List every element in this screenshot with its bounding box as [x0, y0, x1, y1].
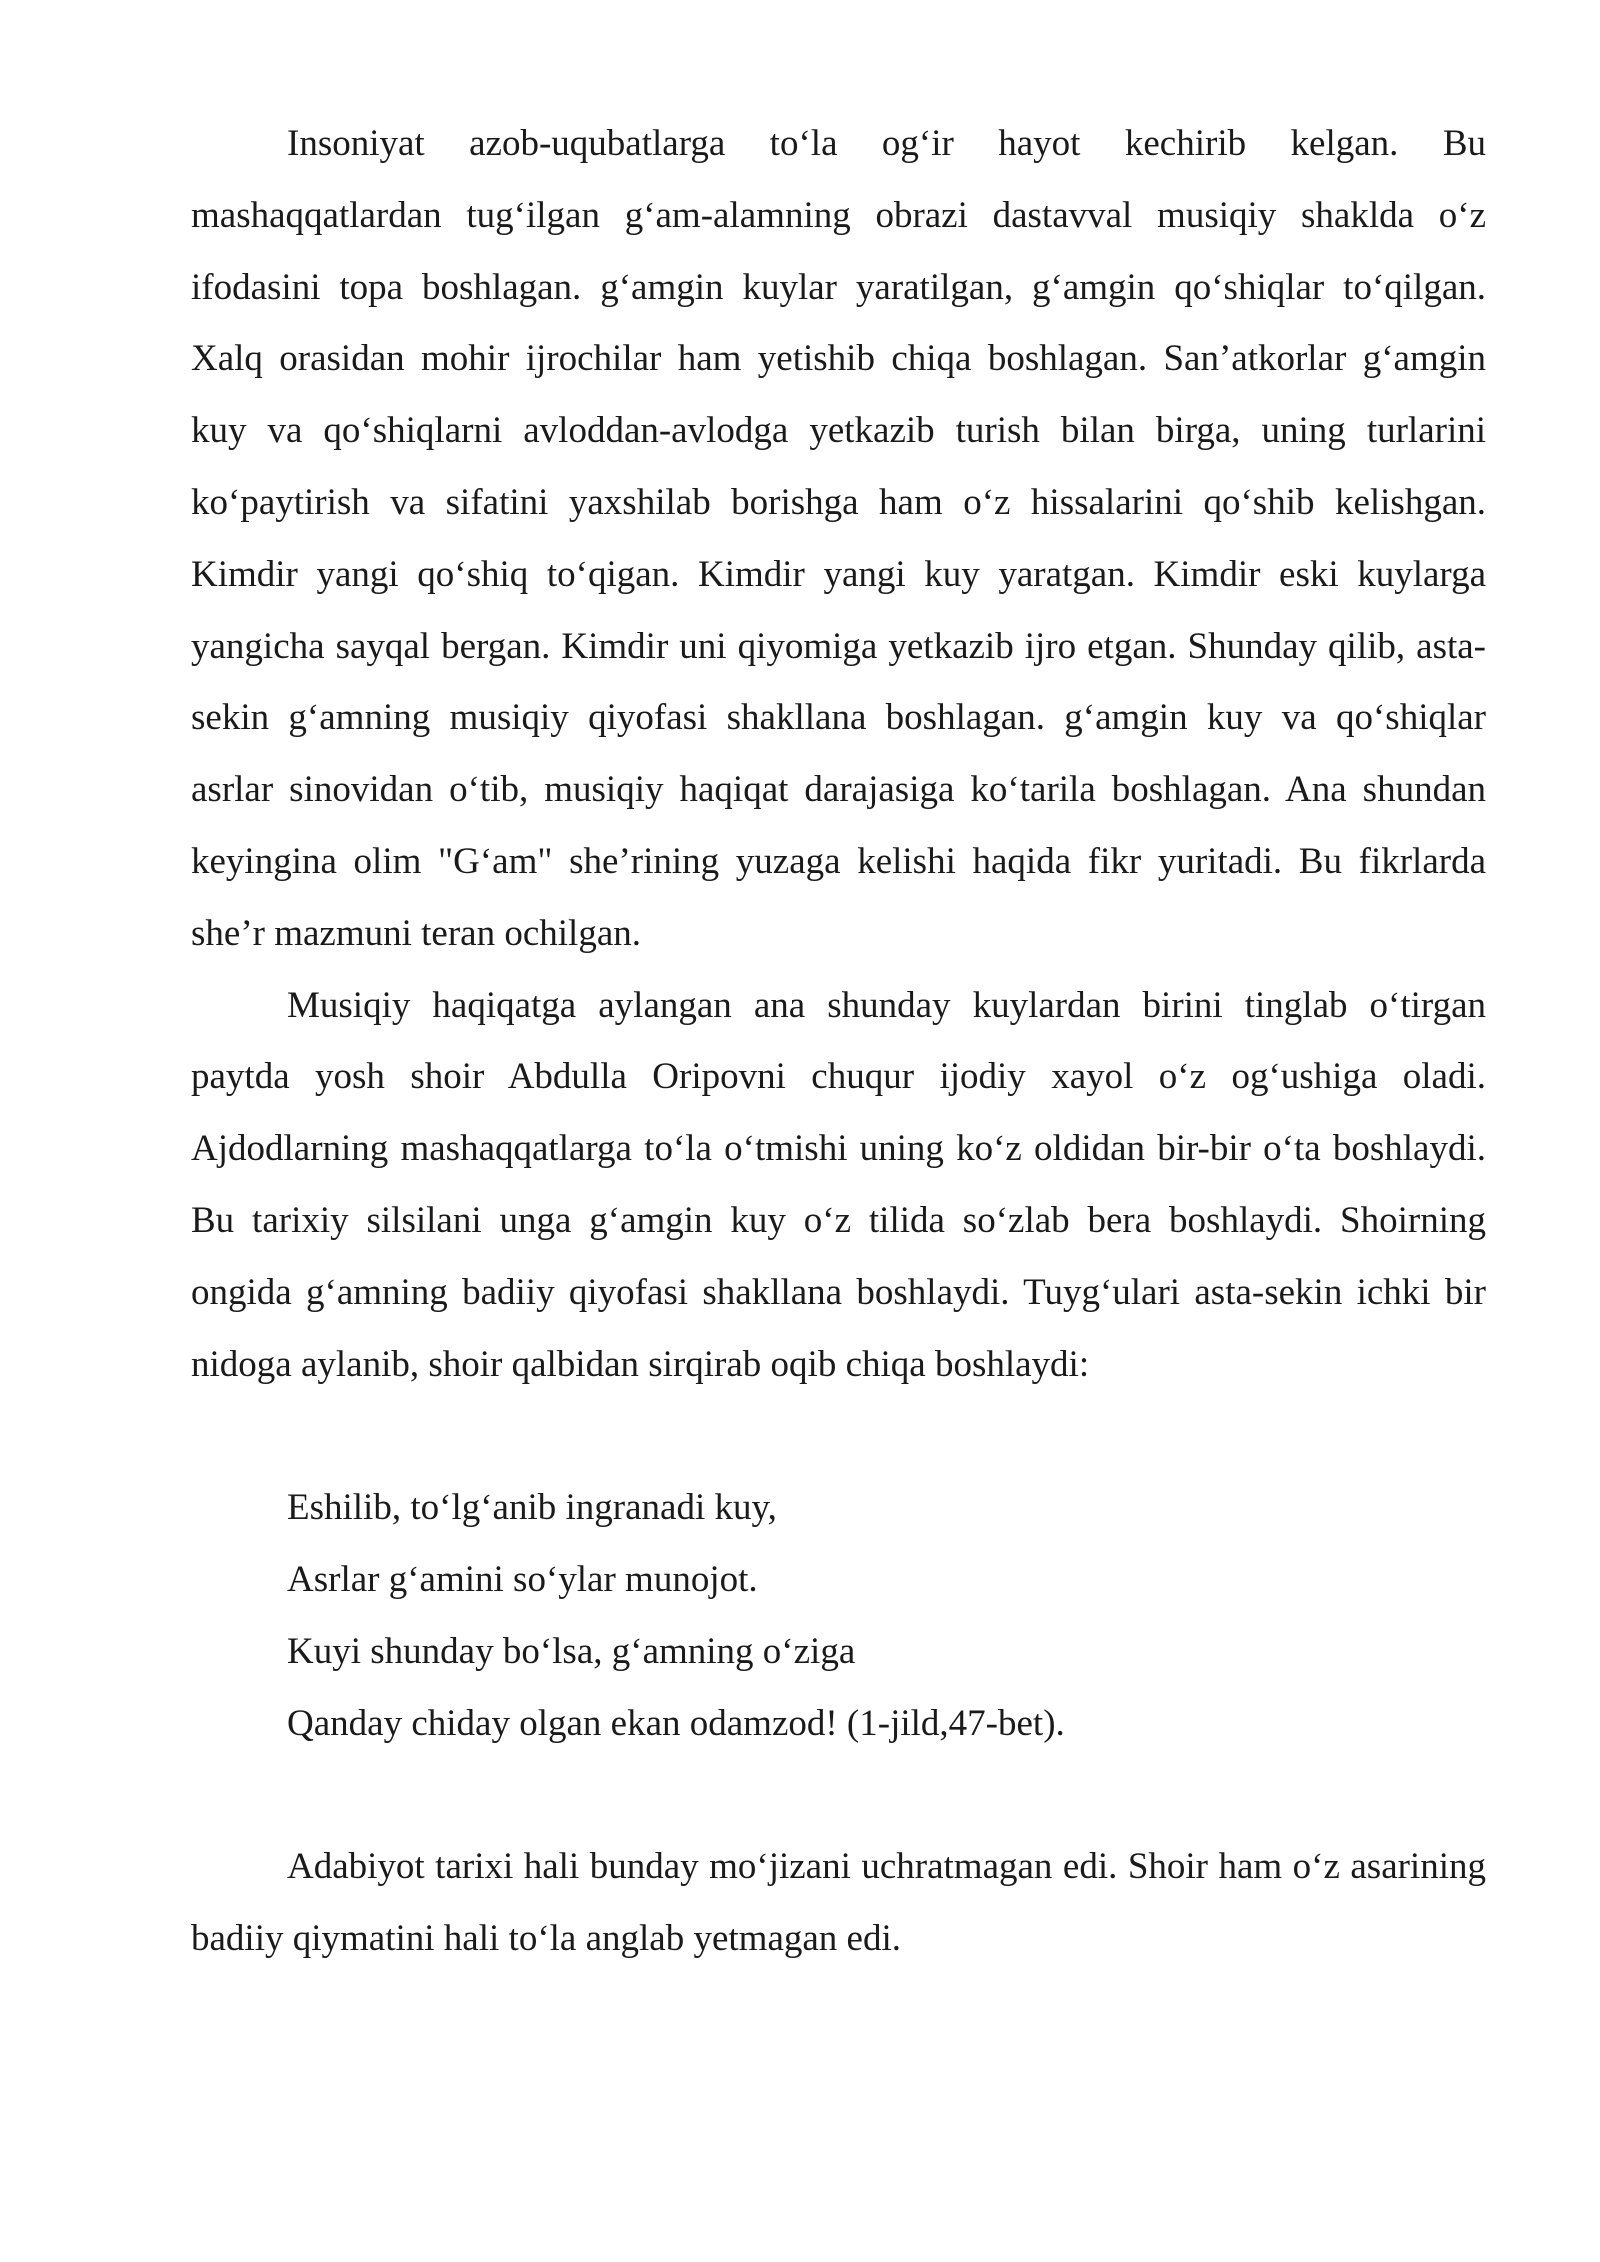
poem-line-3: Kuyi shunday bo‘lsa, g‘amning o‘ziga	[287, 1630, 856, 1672]
paragraph-3: Adabiyot tarixi hali bunday mo‘jizani uchratmagan edi. Shoir ham o‘z asarining badiiy qiymatini hali to‘la anglab yetmagan edi.	[191, 1846, 1486, 1959]
poem-line-2: Asrlar g‘amini so‘ylar munojot.	[287, 1558, 758, 1600]
paragraph-2: Musiqiy haqiqatga aylangan ana shunday kuylardan birini tinglab o‘tirgan paytda yosh shoir Abdulla Oripovni chuqur ijodiy xayol o‘z og‘ushiga oladi. Ajdodlarning mashaqqatlarga to‘la o‘tmishi uning ko‘z oldidan bir-bir o‘ta boshlaydi. Bu tarixiy silsilani unga g‘amgin kuy o‘z tilida so‘zlab bera boshlaydi. Shoirning ongida g‘amning badiiy qiyofasi shakllana boshlaydi. Tuyg‘ulari asta-sekin ichki bir nidoga aylanib, shoir qalbidan sirqirab oqib chiqa boshlaydi:	[191, 984, 1486, 1385]
spacer	[191, 1759, 1486, 1831]
paragraph-1: Insoniyat azob-uqubatlarga to‘la og‘ir hayot kechirib kelgan. Bu mashaqqatlardan tug‘ilgan g‘am-alamning obrazi dastavval musiqiy shaklda o‘z ifodasini topa boshlagan. g‘amgin kuylar yaratilgan, g‘amgin qo‘shiqlar to‘qilgan. Xalq orasidan mohir ijrochilar ham yetishib chiqa boshlagan. San’atkorlar g‘amgin kuy va qo‘shiqlarni avloddan-avlodga yetkazib turish bilan birga, uning turlarini ko‘paytirish va sifatini yaxshilab borishga ham o‘z hissalarini qo‘shib kelishgan. Kimdir yangi qo‘shiq to‘qigan. Kimdir yangi kuy yaratgan. Kimdir eski kuylarga yangicha sayqal bergan. Kimdir uni qiyomiga yetkazib ijro etgan. Shunday qilib, asta-sekin g‘amning musiqiy qiyofasi shakllana boshlagan. g‘amgin kuy va qo‘shiqlar asrlar sinovidan o‘tib, musiqiy haqiqat darajasiga ko‘tarila boshlagan. Ana shundan keyingina olim "G‘am" she’rining yuzaga kelishi haqida fikr yuritadi. Bu fikrlarda she’r mazmuni teran ochilgan.	[191, 123, 1486, 954]
document-body	[191, 108, 1486, 1975]
spacer	[191, 1400, 1486, 1472]
poem-line-4: Qanday chiday olgan ekan odamzod! (1-jild,47-bet).	[287, 1702, 1065, 1744]
poem-line-1: Eshilib, to‘lg‘anib ingranadi kuy,	[287, 1487, 777, 1529]
poem-quote	[191, 1472, 1486, 1759]
